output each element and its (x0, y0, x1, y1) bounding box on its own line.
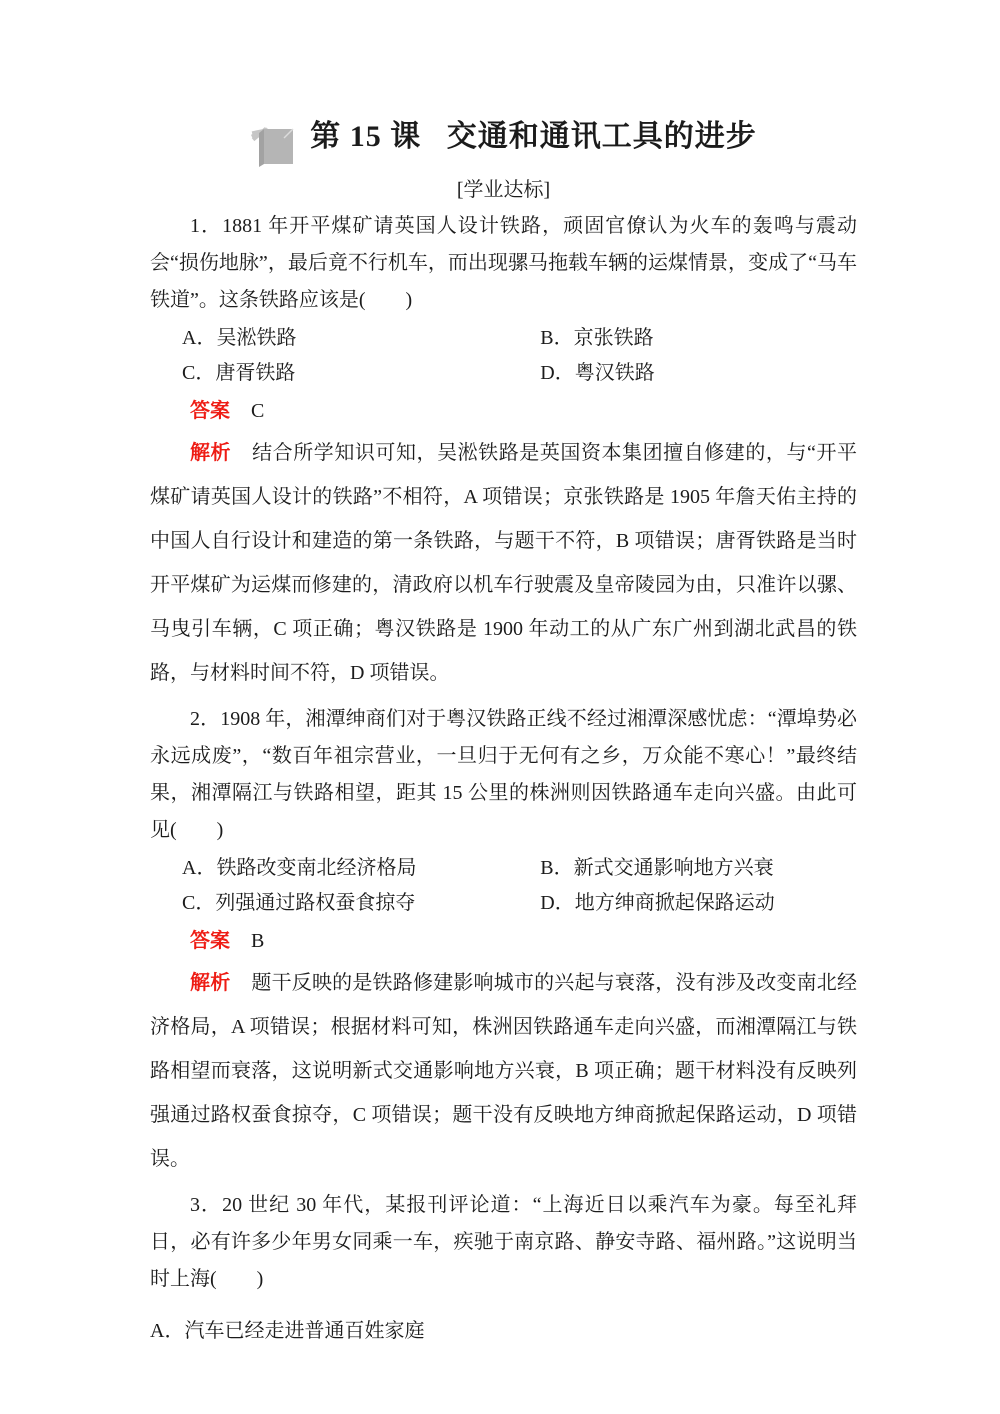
question-2-options (150, 851, 857, 921)
analysis-text: 题干反映的是铁路修建影响城市的兴起与衰落，没有涉及改变南北经济格局，A 项错误；根据材料可知，株洲因铁路通车走向兴盛，而湘潭隔江与铁路相望而衰落，这说明新式交通影响地方兴衰，B 项正确；题干材料没有反映列强通过路权蚕食掠夺，C 项错误；题干没有反映地方绅商掀起保路运动，D 项错误。 (150, 972, 858, 1170)
section-label: [学业达标] (456, 179, 551, 201)
question-3-option-a: A．汽车已经走进普通百姓家庭 (150, 1320, 425, 1342)
option-c: C．列强通过路权蚕食掠夺 (182, 892, 416, 914)
lesson-title: 交通和通讯工具的进步 (446, 120, 757, 153)
option-a: A．吴淞铁路 (182, 327, 297, 349)
option-a: A．铁路改变南北经济格局 (182, 857, 417, 879)
question-2-answer (150, 924, 857, 958)
question-2 (150, 701, 857, 1181)
option-c: C．唐胥铁路 (182, 362, 296, 384)
option-row (150, 886, 857, 921)
book-icon (250, 114, 300, 174)
question-2-analysis (150, 961, 857, 1181)
question-1-stem: 1．1881 年开平煤矿请英国人设计铁路，顽固官僚认为火车的轰鸣与震动会“损伤地脉”，最后竟不行机车，而出现骡马拖载车辆的运煤情景，变成了“马车铁道”。这条铁路应该是( ) (150, 215, 857, 311)
answer-label: 答案 (190, 930, 230, 952)
question-1 (150, 208, 857, 695)
answer-value: C (251, 400, 265, 422)
question-2-stem: 2．1908 年，湘潭绅商们对于粤汉铁路正线不经过湘潭深感忧虑：“潭埠势必永远成废”，“数百年祖宗营业，一旦归于无何有之乡，万众能不寒心！”最终结果，湘潭隔江与铁路相望，距其 15 公里的株洲则因铁路通车走向兴盛。由此可见( ) (150, 708, 857, 841)
question-1-analysis (150, 431, 857, 695)
lesson-number: 第 15 课 (310, 120, 422, 153)
document-header (150, 112, 857, 166)
analysis-text: 结合所学知识可知，吴淞铁路是英国资本集团擅自修建的，与“开平煤矿请英国人设计的铁路”不相符，A 项错误；京张铁路是 1905 年詹天佑主持的中国人自行设计和建造的第一条铁路，与题干不符，B 项错误；唐胥铁路是当时开平煤矿为运煤而修建的，清政府以机车行驶震及皇帝陵园为由，只准许以骡、马曳引车辆，C 项正确；粤汉铁路是 1900 年动工的从广东广州到湖北武昌的铁路，与材料时间不符，D 项错误。 (150, 442, 857, 684)
option-row (150, 356, 857, 391)
option-d: D．地方绅商掀起保路运动 (540, 892, 775, 914)
analysis-label: 解析 (190, 972, 231, 994)
answer-value: B (251, 930, 265, 952)
question-1-options (150, 321, 857, 391)
question-1-answer (150, 394, 857, 428)
question-3 (150, 1187, 857, 1348)
option-row (150, 851, 857, 886)
option-b: B．京张铁路 (540, 327, 654, 349)
question-3-stem: 3．20 世纪 30 年代，某报刊评论道：“上海近日以乘汽车为豪。每至礼拜日，必有许多少年男女同乘一车，疾驰于南京路、静安寺路、福州路。”这说明当时上海( ) (150, 1194, 857, 1290)
page-title (310, 112, 757, 162)
option-row (150, 321, 857, 356)
option-b: B．新式交通影响地方兴衰 (540, 857, 774, 879)
option-d: D．粤汉铁路 (540, 362, 655, 384)
analysis-label: 解析 (190, 442, 232, 464)
answer-label: 答案 (190, 400, 230, 422)
